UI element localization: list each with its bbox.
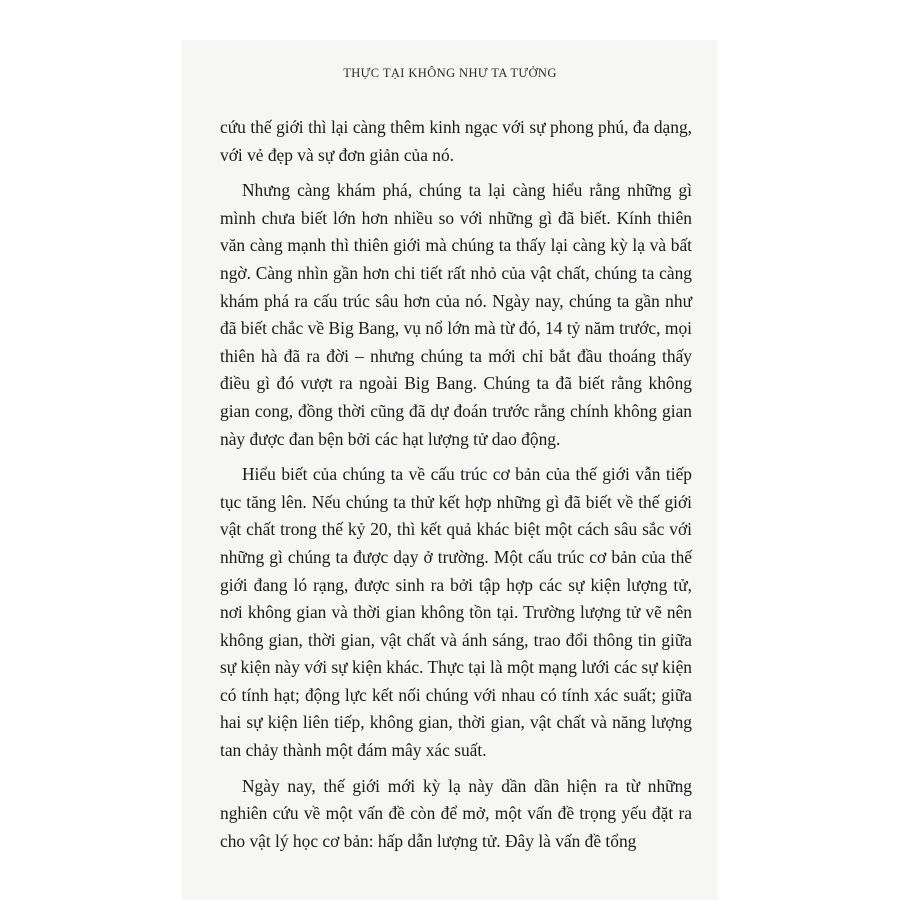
running-head: THỰC TẠI KHÔNG NHƯ TA TƯỞNG (343, 66, 557, 80)
paragraph-3: Hiểu biết của chúng ta về cấu trúc cơ bản của thế giới vẫn tiếp tục tăng lên. Nếu chúng ta thử kết hợp những gì đã biết về thế giới vật chất trong thế kỷ 20, thì kết quả khác biệt một cách sâu sắc với những gì chúng ta được dạy ở trường. Một cấu trúc cơ bản của thế giới đang ló rạng, được sinh ra bởi tập hợp các sự kiện lượng tử, nơi không gian và thời gian không tồn tại. Trường lượng tử vẽ nên không gian, thời gian, vật chất và ánh sáng, trao đổi thông tin giữa sự kiện này với sự kiện khác. Thực tại là một mạng lưới các sự kiện có tính hạt; động lực kết nối chúng với nhau có tính xác suất; giữa hai sự kiện liên tiếp, không gian, thời gian, vật chất và năng lượng tan chảy thành một đám mây xác suất. (220, 464, 692, 761)
page-body (220, 114, 692, 863)
paragraph-4: Ngày nay, thế giới mới kỳ lạ này dần dần hiện ra từ những nghiên cứu về một vấn đề còn để mở, một vấn đề trọng yếu đặt ra cho vật lý học cơ bản: hấp dẫn lượng tử. Đây là vấn đề tổng (220, 775, 692, 851)
paragraph-1: cứu thế giới thì lại càng thêm kinh ngạc với sự phong phú, đa dạng, với vẻ đẹp và sự đơn giản của nó. (220, 117, 692, 165)
paragraph-2: Nhưng càng khám phá, chúng ta lại càng hiểu rằng những gì mình chưa biết lớn hơn nhiều so với những gì đã biết. Kính thiên văn càng mạnh thì thiên giới mà chúng ta thấy lại càng kỳ lạ và bất ngờ. Càng nhìn gần hơn chi tiết rất nhỏ của vật chất, chúng ta càng khám phá ra cấu trúc sâu hơn của nó. Ngày nay, chúng ta gần như đã biết chắc về Big Bang, vụ nổ lớn mà từ đó, 14 tỷ năm trước, mọi thiên hà đã ra đời – nhưng chúng ta mới chỉ bắt đầu thoáng thấy điều gì đó vượt ra ngoài Big Bang. Chúng ta đã biết rằng không gian cong, đồng thời cũng đã dự đoán trước rằng chính không gian này được đan bện bởi các hạt lượng tử dao động. (220, 180, 692, 449)
book-page (182, 40, 718, 900)
